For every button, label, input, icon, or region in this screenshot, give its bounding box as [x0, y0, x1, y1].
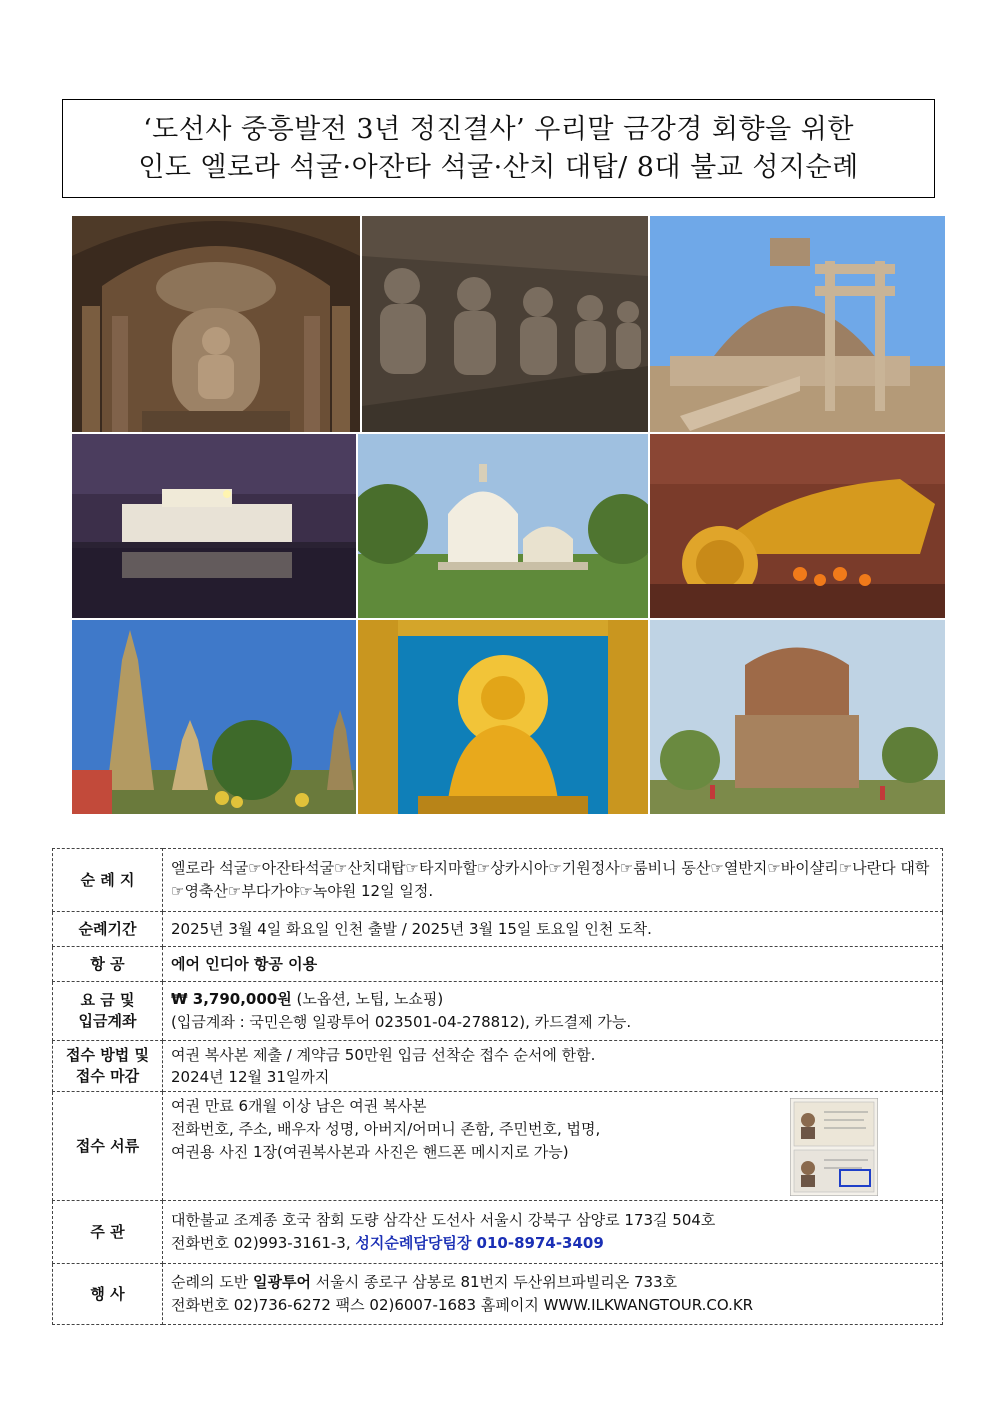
docs-value — [163, 1092, 943, 1201]
fee-value — [163, 982, 943, 1041]
apply-row — [53, 1041, 943, 1092]
sanchi-stupa-photo — [650, 216, 945, 432]
host-contact: 성지순례담당팀장 010-8974-3409 — [355, 1234, 604, 1252]
photo-collage — [72, 216, 945, 814]
airline-label: 항 공 — [53, 947, 163, 982]
reclining-buddha-photo — [650, 434, 945, 618]
apply-deadline: 2024년 12월 31일까지 — [171, 1068, 330, 1086]
apply-label — [53, 1041, 163, 1092]
buddha-relief-photo — [362, 216, 648, 432]
docs-line-2: 전화번호, 주소, 배우자 성명, 아버지/어머니 존함, 주민번호, 법명, — [171, 1120, 601, 1138]
organizer-prefix: 순례의 도반 — [171, 1273, 253, 1291]
period-row — [53, 912, 943, 947]
period-value: 2025년 3월 4일 화요일 인천 출발 / 2025년 3월 15일 토요일 인천 도착. — [163, 912, 943, 947]
route-label: 순 례 지 — [53, 849, 163, 912]
title-box — [62, 99, 935, 198]
organizer-label: 행 사 — [53, 1264, 163, 1325]
apply-label-line-1: 접수 방법 및 — [66, 1046, 149, 1064]
temple-night-photo — [72, 434, 356, 618]
host-line-1: 대한불교 조계종 호국 참회 도량 삼각산 도선사 서울시 강북구 삼양로 173길 504호 — [171, 1211, 716, 1229]
fee-label-line-1: 요 금 및 — [80, 991, 135, 1009]
white-stupa-photo — [358, 434, 648, 618]
docs-line-3: 여권용 사진 1장(여권복사본과 사진은 핸드폰 메시지로 가능) — [171, 1143, 569, 1161]
price-note: (노옵션, 노팁, 노쇼핑) — [291, 990, 444, 1008]
mahabodhi-temple-photo — [72, 620, 356, 814]
airline-row — [53, 947, 943, 982]
host-label: 주 관 — [53, 1201, 163, 1264]
fee-label — [53, 982, 163, 1041]
organizer-value — [163, 1264, 943, 1325]
fee-label-line-2: 입금계좌 — [78, 1012, 137, 1030]
tour-info-table — [52, 848, 943, 1325]
host-row — [53, 1201, 943, 1264]
organizer-contact: 전화번호 02)736-6272 팩스 02)6007-1683 홈페이지 WWW.ILKWANGTOUR.CO.KR — [171, 1296, 754, 1314]
cave-hall-photo — [72, 216, 360, 432]
organizer-address: 서울시 종로구 삼봉로 81번지 두산위브파빌리온 733호 — [310, 1273, 678, 1291]
fee-row — [53, 982, 943, 1041]
docs-line-1: 여권 만료 6개월 이상 남은 여권 복사본 — [171, 1097, 427, 1115]
host-value — [163, 1201, 943, 1264]
golden-buddha-photo — [358, 620, 648, 814]
route-value: 엘로라 석굴☞아잔타석굴☞산치대탑☞타지마할☞상카시아☞기원정사☞룸비니 동산☞열반지☞바이샬리☞나란다 대학☞영축산☞부다가야☞녹야원 12일 일정. — [163, 849, 943, 912]
route-row — [53, 849, 943, 912]
period-label: 순례기간 — [53, 912, 163, 947]
title-line-2: 인도 엘로라 석굴·아잔타 석굴·산치 대탑/ 8대 불교 성지순례 — [138, 152, 859, 183]
price: ₩ 3,790,000원 — [171, 990, 292, 1008]
organizer-row — [53, 1264, 943, 1325]
airline-value: 에어 인디아 항공 이용 — [163, 947, 943, 982]
organizer-name: 일광투어 — [253, 1273, 311, 1291]
apply-method: 여권 복사본 제출 / 계약금 50만원 입금 선착순 접수 순서에 한함. — [171, 1046, 596, 1064]
docs-label: 접수 서류 — [53, 1092, 163, 1201]
title-line-1: ‘도선사 중흥발전 3년 정진결사’ 우리말 금강경 회향을 위한 — [143, 114, 854, 145]
dhamek-stupa-photo — [650, 620, 945, 814]
apply-value — [163, 1041, 943, 1092]
apply-label-line-2: 접수 마감 — [75, 1067, 140, 1085]
account-info: (입금계좌 : 국민은행 일광투어 023501-04-278812), 카드결제 가능. — [171, 1013, 632, 1031]
docs-row — [53, 1092, 943, 1201]
host-phone: 전화번호 02)993-3161-3, — [171, 1234, 356, 1252]
passport-photo — [790, 1098, 878, 1196]
